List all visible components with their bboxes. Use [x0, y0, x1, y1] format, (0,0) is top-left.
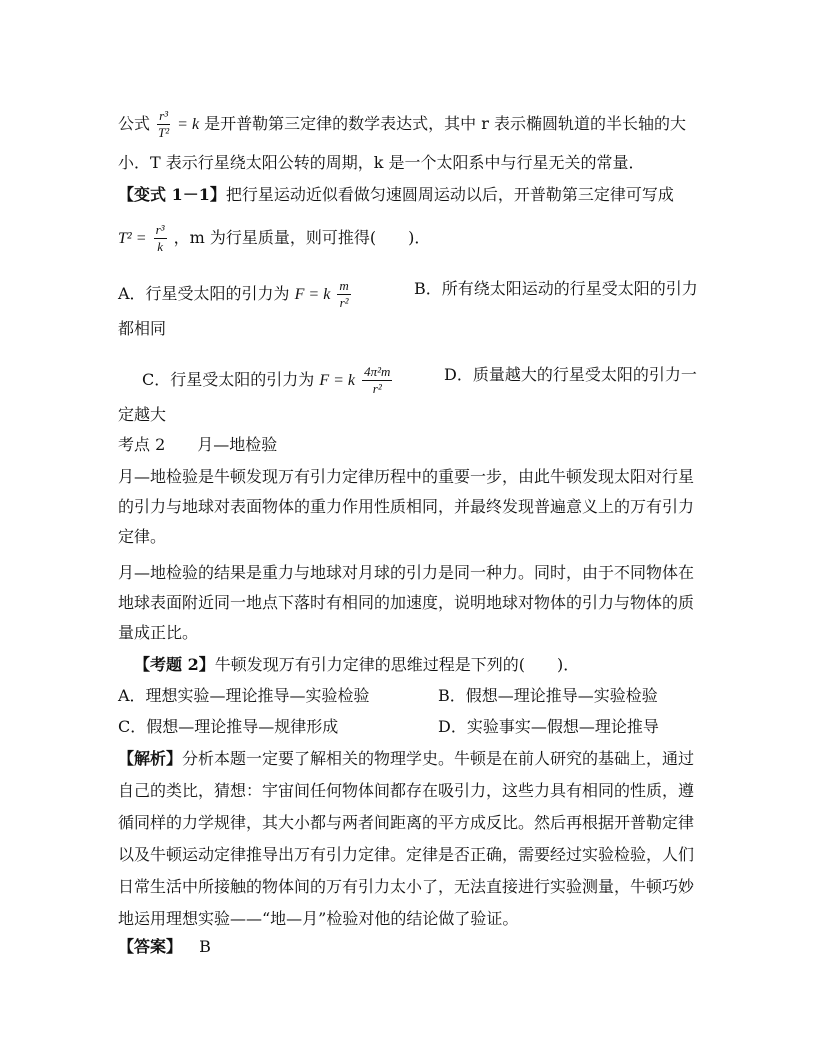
- variant-fraction: [154, 222, 167, 255]
- option-a: [118, 278, 353, 311]
- variant-header: [118, 184, 674, 206]
- fraction-denominator: r²: [372, 381, 382, 396]
- formula-equals: = k: [177, 116, 200, 133]
- question-tag: 【考题 2】: [134, 655, 215, 674]
- question-option-a: A．理想实验—理论推导—实验检验: [118, 686, 370, 705]
- option-d: D．质量越大的行星受太阳的引力一: [444, 365, 697, 384]
- question-option-b: B．假想—理论推导—实验检验: [438, 686, 658, 705]
- option-c: [142, 364, 394, 397]
- option-a-fraction: [337, 278, 350, 311]
- para1-text-b: 小．T 表示行星绕太阳公转的周期，k 是一个太阳系中与行星无关的常量．: [118, 153, 645, 172]
- analysis-line1: [118, 748, 694, 770]
- option-a-formula-lhs: F = k: [294, 286, 331, 303]
- option-b-cont: 都相同: [118, 319, 167, 338]
- answer-value: B: [199, 937, 211, 956]
- fraction-numerator: r³: [159, 108, 169, 123]
- section-p1-line3: 定律。: [118, 527, 167, 546]
- formula-line: [118, 108, 686, 141]
- fraction-numerator: m: [339, 278, 349, 293]
- question-text: 牛顿发现万有引力定律的思维过程是下列的( )．: [214, 655, 580, 674]
- section-p1-line2: 的引力与地球对表面物体的重力作用性质相同，并最终发现普遍意义上的万有引力: [118, 497, 695, 516]
- answer-line: [118, 936, 211, 958]
- analysis-tag: 【解析】: [118, 749, 183, 768]
- option-c-formula-lhs: F = k: [319, 372, 356, 389]
- fraction-numerator: 4π²m: [364, 364, 391, 379]
- fraction-denominator: r²: [339, 295, 349, 310]
- question-option-d: D．实验事实—假想—理论推导: [438, 717, 659, 736]
- formula-lead: 公式: [118, 114, 151, 133]
- analysis-line3: 循同样的力学规律，其大小都与两者间距离的平方成反比。然后再根据开普勒定律: [118, 813, 695, 832]
- option-c-prefix: C．行星受太阳的引力为: [142, 370, 315, 389]
- option-c-fraction: [362, 364, 392, 397]
- section-p2-line1: 月—地检验的结果是重力与地球对月球的引力是同一种力。同时，由于不同物体在: [118, 563, 695, 582]
- analysis-line6: 地运用理想实验——“地—月”检验对他的结论做了验证。: [118, 909, 519, 928]
- analysis-text-1: 分析本题一定要了解相关的物理学史。牛顿是在前人研究的基础上，通过: [182, 749, 695, 768]
- question-option-c: C．假想—理论推导—规律形成: [118, 717, 339, 736]
- fraction-numerator: r³: [155, 222, 165, 237]
- variant-formula-line: [118, 222, 430, 255]
- option-b: B．所有绕太阳运动的行星受太阳的引力: [414, 279, 698, 298]
- section-title: 考点 2 月—地检验: [118, 435, 278, 454]
- variant-tag: 【变式 1－1】: [118, 185, 226, 204]
- section-p2-line2: 地球表面附近同一地点下落时有相同的加速度，说明地球对物体的引力与物体的质: [118, 593, 695, 612]
- variant-formula-lhs: T² =: [118, 230, 147, 247]
- para1-text-a: 是开普勒第三定律的数学表达式，其中 r 表示椭圆轨道的半长轴的大: [204, 114, 686, 133]
- fraction-denominator: k: [157, 239, 163, 254]
- option-d-cont: 定越大: [118, 405, 167, 424]
- section-p2-line3: 量成正比。: [118, 623, 199, 642]
- analysis-line4: 以及牛顿运动定律推导出万有引力定律。定律是否正确，需要经过实验检验，人们: [118, 845, 695, 864]
- kepler-fraction: [157, 108, 170, 141]
- variant-text-b: ，m 为行星质量，则可推得( )．: [173, 228, 431, 247]
- answer-tag: 【答案】: [118, 937, 183, 956]
- question-line: [134, 654, 579, 676]
- fraction-denominator: T²: [158, 125, 170, 140]
- option-a-prefix: A．行星受太阳的引力为: [118, 284, 290, 303]
- section-p1-line1: 月—地检验是牛顿发现万有引力定律历程中的重要一步，由此牛顿发现太阳对行星: [118, 467, 695, 486]
- variant-text-a: 把行星运动近似看做匀速圆周运动以后，开普勒第三定律可写成: [225, 185, 674, 204]
- analysis-line5: 日常生活中所接触的物体间的万有引力太小了，无法直接进行实验测量，牛顿巧妙: [118, 877, 695, 896]
- analysis-line2: 自己的类比，猜想：宇宙间任何物体间都存在吸引力，这些力具有相同的性质，遵: [118, 781, 695, 800]
